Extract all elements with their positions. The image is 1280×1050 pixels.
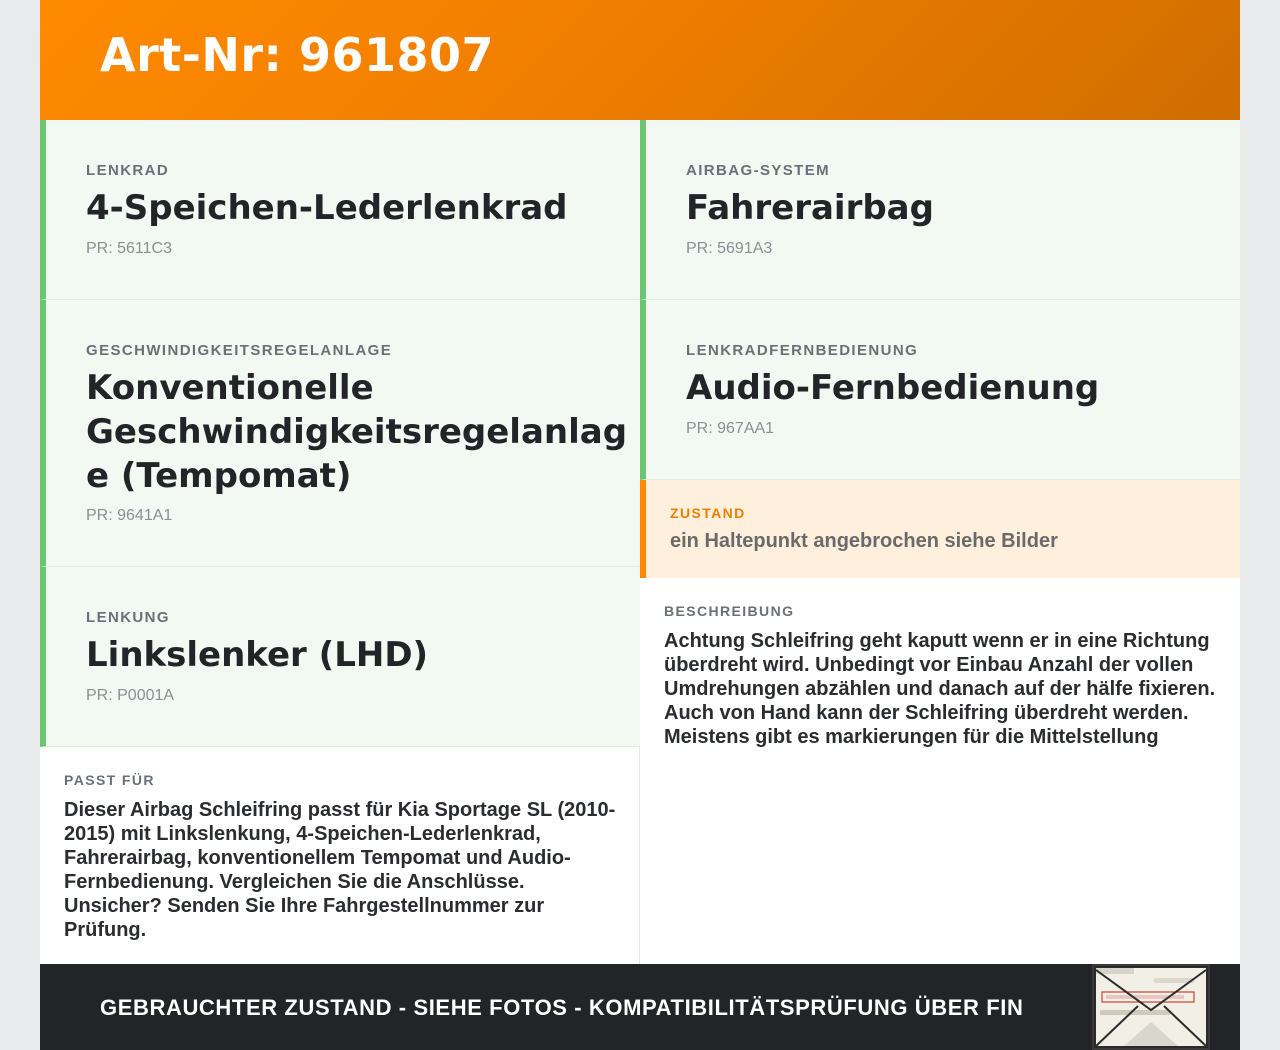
spec-label: LENKRAD xyxy=(86,162,170,179)
spec-card-lenkrad xyxy=(40,120,640,300)
spec-label: GESCHWINDIGKEITSREGELANLAGE xyxy=(86,342,393,359)
description-section xyxy=(664,603,1224,749)
spec-card-lenkradfernbedienung xyxy=(640,300,1240,480)
fits-text: Dieser Airbag Schleifring passt für Kia Sportage SL (2010-2015) mit Linkslenkung, 4-Speichen-Lederlenkrad, Fahrerairbag, konventionellem Tempomat und Audio-Fernbedienung. Vergleichen Sie die Anschlüsse. Unsicher? Senden Sie Ihre Fahrgestellnummer zur Prüfung. xyxy=(64,799,616,941)
spec-label: LENKRADFERNBEDIENUNG xyxy=(686,342,919,359)
spec-card-geschwindigkeitsregelanlage xyxy=(40,300,640,567)
document-photo-icon xyxy=(1094,966,1208,1048)
condition-value: ein Haltepunkt angebrochen siehe Bilder xyxy=(670,530,1058,552)
fits-section xyxy=(64,772,624,942)
spec-card-airbag-system xyxy=(640,120,1240,300)
spec-label: LENKUNG xyxy=(86,609,170,626)
condition-panel xyxy=(640,480,1240,578)
description-text: Achtung Schleifring geht kaputt wenn er in eine Richtung überdreht wird. Unbedingt vor Einbau Anzahl der vollen Umdrehungen abzählen und danach auf der hälfe fixieren. Auch von Hand kann der Schleifring überdreht werden. Meistens gibt es markierungen für die Mittelstellung xyxy=(664,630,1216,748)
spec-value: Fahrerairbag xyxy=(686,188,934,228)
spec-pr-code: PR: 5691A3 xyxy=(686,240,773,257)
spec-pr-code: PR: 9641A1 xyxy=(86,507,173,524)
listing-sheet xyxy=(40,0,1240,1050)
vehicle-document-thumbnail-icon[interactable] xyxy=(1092,964,1210,1050)
spec-label: AIRBAG-SYSTEM xyxy=(686,162,831,179)
spec-value: 4-Speichen-Lederlenkrad xyxy=(86,188,568,228)
article-number-title: Art-Nr: 961807 xyxy=(100,28,495,82)
fits-label: PASST FÜR xyxy=(64,772,155,788)
spec-pr-code: PR: 5611C3 xyxy=(86,240,172,257)
spec-value: Linkslenker (LHD) xyxy=(86,635,429,675)
spec-value: Konventionelle Geschwindigkeitsregelanlag e (Tempomat) xyxy=(86,368,628,496)
footer-notice: GEBRAUCHTER ZUSTAND - SIEHE FOTOS - KOMPATIBILITÄTSPRÜFUNG ÜBER FIN xyxy=(100,995,1024,1020)
footer-bar xyxy=(40,964,1240,1050)
spec-pr-code: PR: 967AA1 xyxy=(686,420,775,437)
spec-value: Audio-Fernbedienung xyxy=(686,368,1100,408)
header-banner xyxy=(40,0,1240,120)
spec-card-lenkung xyxy=(40,567,640,747)
condition-label: ZUSTAND xyxy=(670,505,746,521)
spec-pr-code: PR: P0001A xyxy=(86,687,175,704)
column-divider xyxy=(639,747,640,964)
description-label: BESCHREIBUNG xyxy=(664,603,795,619)
